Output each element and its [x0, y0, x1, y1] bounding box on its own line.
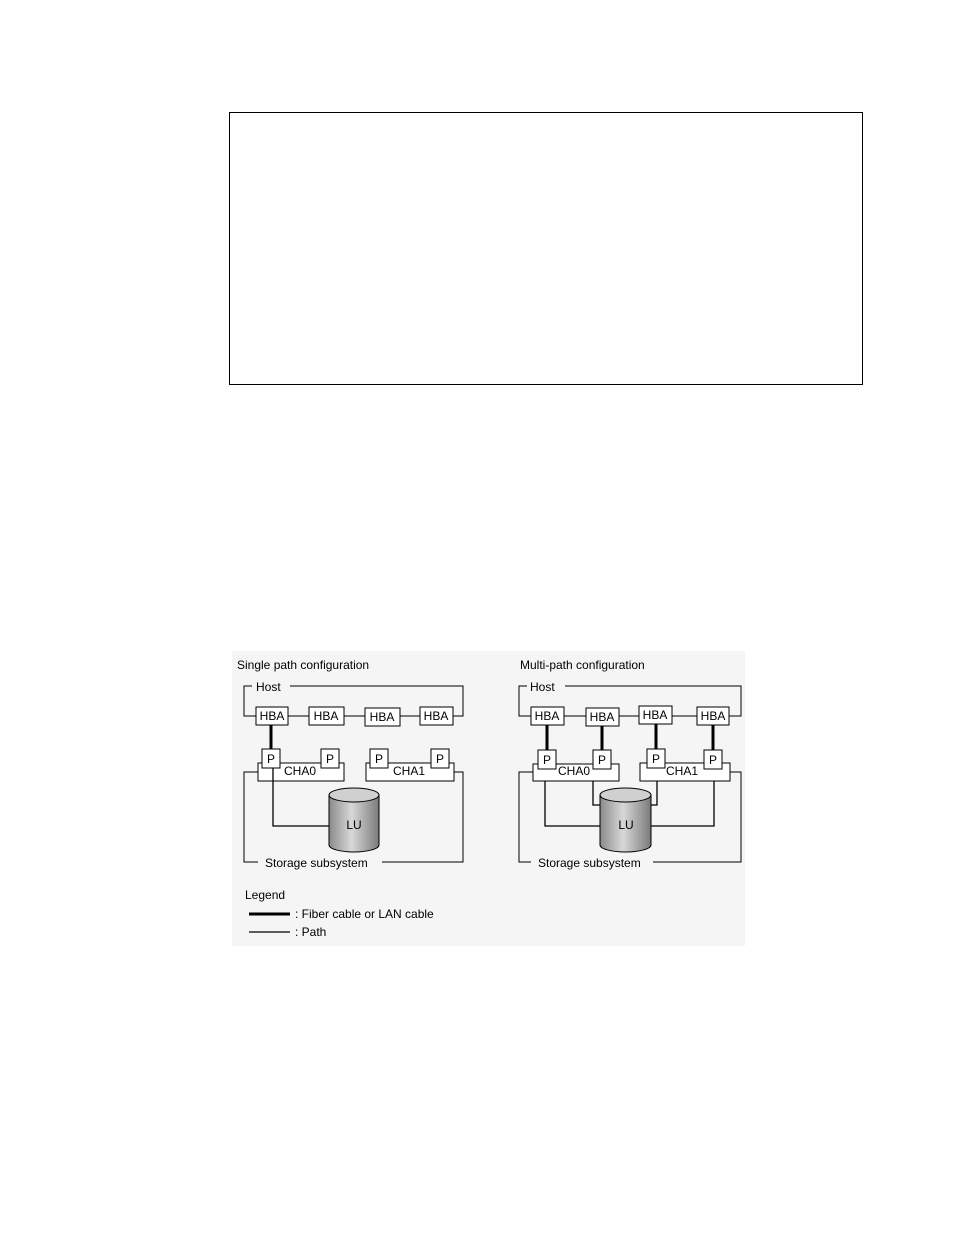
svg-text:P: P [325, 752, 335, 766]
svg-text:HBA: HBA [259, 709, 285, 723]
multi-port-4 [704, 750, 722, 769]
legend-title: Legend [245, 888, 286, 902]
svg-text:HBA: HBA [700, 709, 726, 723]
multi-hba-2 [586, 708, 619, 726]
multi-host-label: Host [530, 680, 555, 694]
single-title: Single path configuration [237, 658, 370, 672]
svg-text:HBA: HBA [589, 710, 615, 724]
svg-text:LU: LU [618, 818, 634, 832]
single-hba-1 [256, 707, 288, 725]
legend [245, 888, 434, 939]
single-hba-row [256, 707, 453, 726]
svg-text:CHA0: CHA0 [284, 764, 317, 778]
multi-storage-label: Storage subsystem [538, 856, 641, 870]
multi-hba-1 [531, 707, 564, 725]
legend-path-label: : Path [295, 925, 327, 939]
svg-text:P: P [651, 752, 661, 766]
single-port-2 [321, 749, 339, 768]
svg-text:HBA: HBA [369, 710, 395, 724]
svg-text:CHA0: CHA0 [558, 764, 591, 778]
svg-text:P: P [266, 752, 276, 766]
svg-text:HBA: HBA [313, 709, 339, 723]
single-lu-cylinder [329, 788, 379, 852]
multi-port-2 [593, 750, 611, 769]
svg-text:P: P [374, 752, 384, 766]
svg-text:HBA: HBA [534, 709, 560, 723]
svg-text:P: P [435, 752, 445, 766]
svg-text:P: P [542, 753, 552, 767]
single-storage-label: Storage subsystem [265, 856, 368, 870]
single-hba-4 [420, 707, 453, 725]
single-hba-3 [365, 708, 400, 726]
svg-text:HBA: HBA [642, 708, 668, 722]
single-port-4 [431, 749, 449, 768]
multi-lu-cylinder [600, 788, 651, 852]
multi-fiber-cables [547, 724, 713, 750]
single-path-diagram [237, 658, 463, 870]
svg-text:CHA1: CHA1 [666, 764, 699, 778]
single-port-3 [370, 749, 388, 768]
multi-hba-row [531, 706, 729, 726]
svg-text:P: P [597, 753, 607, 767]
svg-text:LU: LU [346, 818, 362, 832]
single-host-label: Host [256, 680, 281, 694]
multi-path-diagram [519, 658, 741, 870]
multi-title: Multi-path configuration [520, 658, 645, 672]
single-port-1 [262, 749, 280, 768]
svg-text:CHA1: CHA1 [393, 764, 426, 778]
multi-hba-3 [639, 706, 672, 724]
multi-port-3 [647, 749, 665, 768]
legend-fiber-label: : Fiber cable or LAN cable [295, 907, 434, 921]
multi-hba-4 [697, 707, 729, 725]
svg-text:HBA: HBA [423, 709, 449, 723]
single-hba-2 [309, 707, 344, 725]
svg-text:P: P [708, 753, 718, 767]
multi-port-1 [538, 750, 556, 769]
